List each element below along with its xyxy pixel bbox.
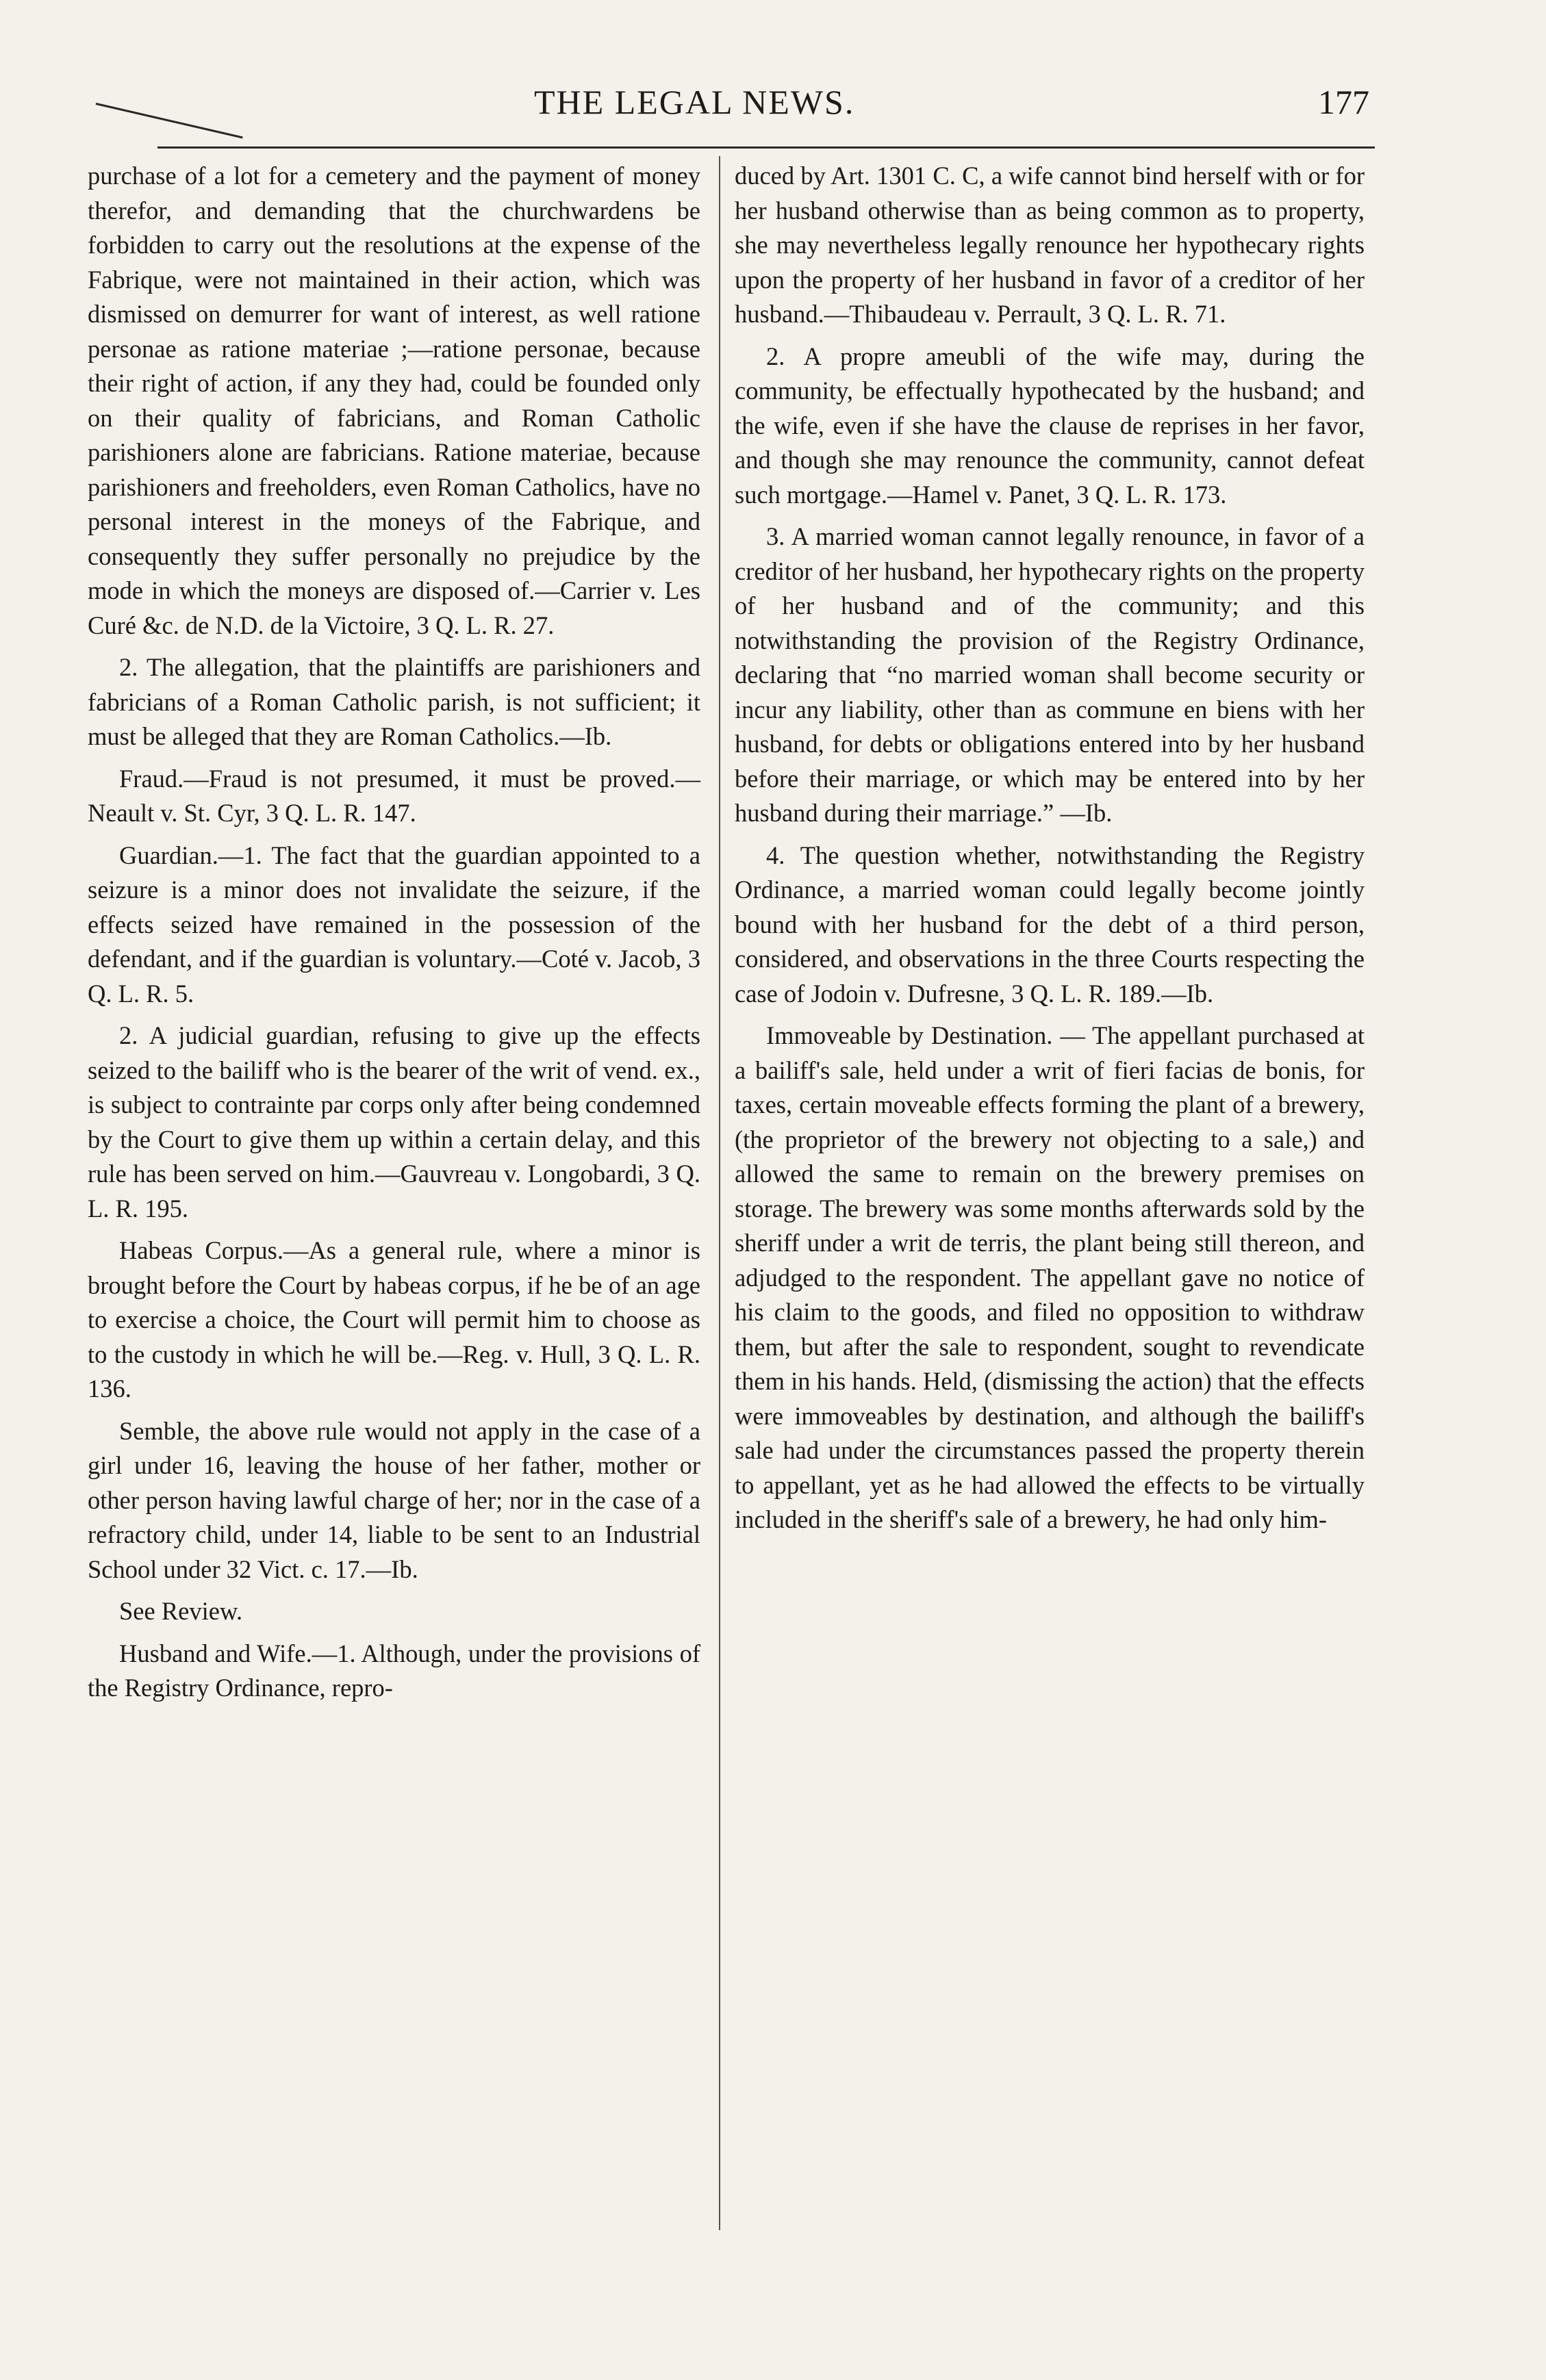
paragraph: 3. A married woman cannot legally renounce, in favor of a creditor of her husband, her hypothecary rights on the property of her husband and of the community; and this notwithstanding the provision of the Registry Ordinance, declaring that “no married woman shall become security or incur any liability, other than as commune en biens with her husband, for debts or obligations entered into by her husband before their marriage, or which may be entered into by her husband during their marriage.” —Ib. <box>735 522 1365 827</box>
paragraph: 2. A judicial guardian, refusing to give up the effects seized to the bailiff who is the bearer of the writ of vend. ex., is subject to contrainte par corps only after being condemned by the Court to give them up within a certain delay, and this rule has been served on him.—Gauvreau v. Longobardi, 3 Q. L. R. 195. <box>88 1021 700 1223</box>
paragraph: purchase of a lot for a cemetery and the payment of money therefor, and demanding that the churchwardens be forbidden to carry out the resolutions at the expense of the Fabrique, were not maintained in their action, which was dismissed on demurrer for want of interest, as well ratione personae as ratione materiae ;—ratione personae, because their right of action, if any they had, could be founded only on their quality of fabricians, and Roman Catholic parishioners alone are fabricians. Ratione materiae, because parishioners and freeholders, even Roman Catholics, have no personal interest in the moneys of the Fabrique, and consequently they suffer personally no prejudice by the mode in which the moneys are disposed of.—Carrier v. Les Curé &c. de N.D. de la Victoire, 3 Q. L. R. 27. <box>88 162 700 639</box>
paragraph: See Review. <box>119 1597 243 1625</box>
paragraph: duced by Art. 1301 C. C, a wife cannot bind herself with or for her husband otherwise than as being common as to property, she may nevertheless legally renounce her hypothecary rights upon the property of her husband in favor of a creditor of her husband.—Thibaudeau v. Perrault, 3 Q. L. R. 71. <box>735 162 1365 328</box>
paragraph: Immoveable by Destination. — The appellant purchased at a bailiff's sale, held under a writ of fieri facias de bonis, for taxes, certain moveable effects forming the plant of a brewery, (the proprietor of the brewery not objecting to a sale,) and allowed the same to remain on the brewery premises on storage. The brewery was some months afterwards sold by the sheriff under a writ de terris, the plant being still thereon, and adjudged to the respondent. The appellant gave no notice of his claim to the goods, and filed no opposition to withdraw them, but after the sale to respondent, sought to revendicate them in his hands. Held, (dismissing the action) that the effects were immoveables by destination, and although the bailiff's sale had under the circumstances passed the property therein to appellant, yet as he had allowed the effects to be virtually included in the sheriff's sale of a brewery, he had only him- <box>735 1021 1365 1533</box>
column-divider <box>719 156 720 2230</box>
paragraph: 2. The allegation, that the plaintiffs are parishioners and fabricians of a Roman Catholic parish, is not sufficient; it must be alleged that they are Roman Catholics.—Ib. <box>88 653 700 750</box>
right-column <box>735 159 1365 1545</box>
paragraph: Semble, the above rule would not apply in the case of a girl under 16, leaving the house of her father, mother or other person having lawful charge of her; nor in the case of a refractory child, under 14, liable to be sent to an Industrial School under 32 Vict. c. 17.—Ib. <box>88 1416 700 1583</box>
page-number: 177 <box>1318 83 1369 121</box>
paragraph: 2. A propre ameubli of the wife may, during the community, be effectually hypothecated by the husband; and the wife, even if she have the clause de reprises in her favor, and though she may renounce the community, cannot defeat such mortgage.—Hamel v. Panet, 3 Q. L. R. 173. <box>735 342 1365 509</box>
paragraph: Husband and Wife.—1. Although, under the provisions of the Registry Ordinance, repro- <box>88 1639 700 1702</box>
header-rule <box>157 146 1375 149</box>
paragraph: Habeas Corpus.—As a general rule, where a minor is brought before the Court by habeas corpus, if he be of an age to exercise a choice, the Court will permit him to choose as to the custody in which he will be.—Reg. v. Hull, 3 Q. L. R. 136. <box>88 1236 700 1403</box>
paragraph: Fraud.—Fraud is not presumed, it must be proved.—Neault v. St. Cyr, 3 Q. L. R. 147. <box>88 764 700 827</box>
journal-title: THE LEGAL NEWS. <box>534 83 855 121</box>
left-column <box>88 159 700 1713</box>
paragraph: Guardian.—1. The fact that the guardian appointed to a seizure is a minor does not invalidate the seizure, if the effects seized have remained in the possession of the defendant, and if the guardian is voluntary.—Coté v. Jacob, 3 Q. L. R. 5. <box>88 841 700 1008</box>
page-header <box>0 82 1546 137</box>
paragraph: 4. The question whether, notwithstanding the Registry Ordinance, a married woman could legally become jointly bound with her husband for the debt of a third person, considered, and observations in the three Courts respecting the case of Jodoin v. Dufresne, 3 Q. L. R. 189.—Ib. <box>735 841 1365 1008</box>
